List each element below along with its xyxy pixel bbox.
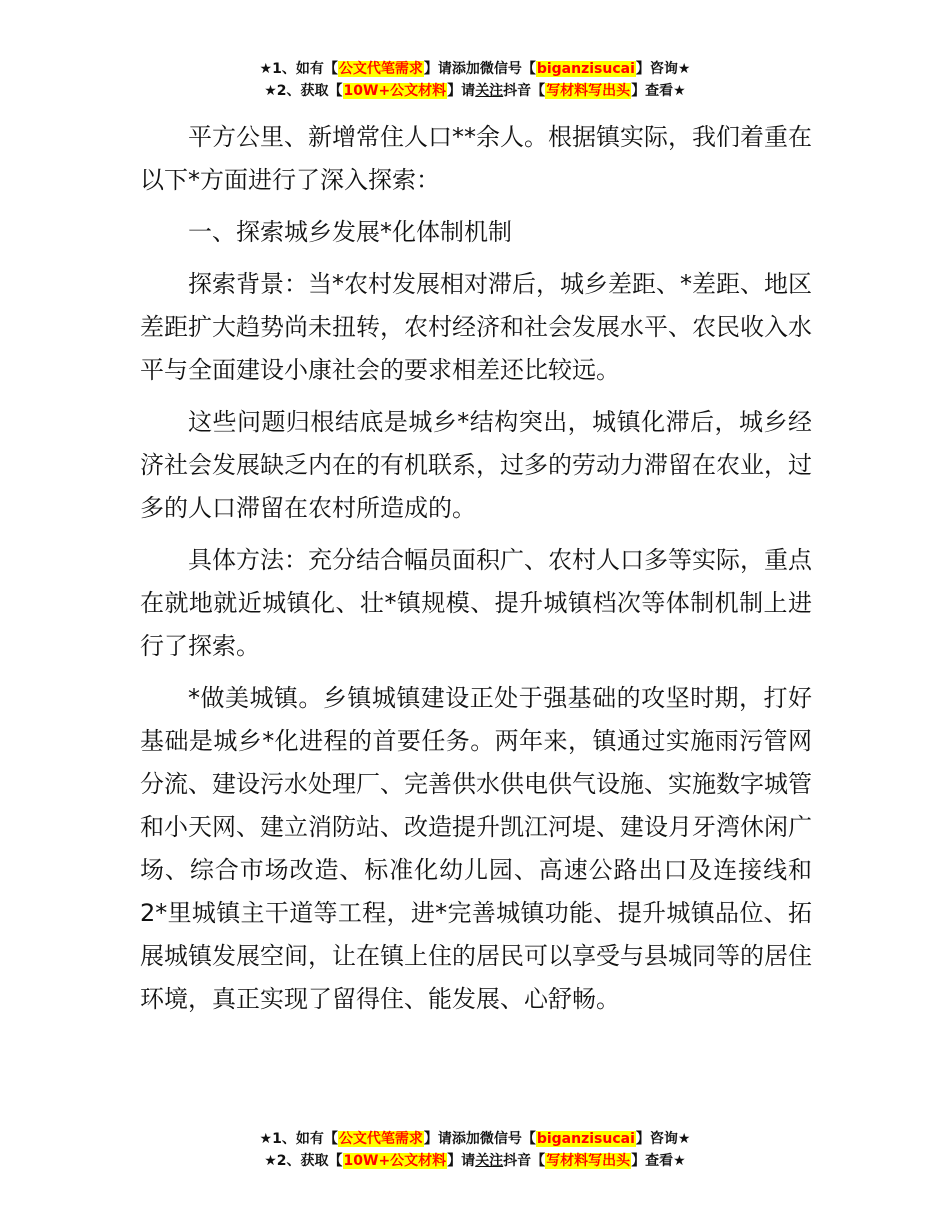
paragraph-method: 具体方法：充分结合幅员面积广、农村人口多等实际，重点在就地就近城镇化、壮*镇规模、提升城镇档次等体制机制上进行了探索。 (140, 546, 812, 660)
paragraph-root-cause: 这些问题归根结底是城乡*结构突出，城镇化滞后，城乡经济社会发展缺乏内在的有机联系，过多的劳动力滞留在农业，过多的人口滞留在农村所造成的。 (140, 408, 812, 522)
banner-text: 】请 (447, 1153, 476, 1169)
footer-line-2 (0, 1150, 950, 1172)
paragraph-beautify-town: *做美城镇。乡镇城镇建设正处于强基础的攻坚时期，打好基础是城乡*化进程的首要任务。两年来，镇通过实施雨污管网分流、建设污水处理厂、完善供水供电供气设施、实施数字城管和小天网、建立消防站、改造提升凯江河堤、建设月牙湾休闲广场、综合市场改造、标准化幼儿园、高速公路出口及连接线和2*里城镇主干道等工程，进*完善城镇功能、提升城镇品位、拓展城镇发展空间，让在镇上住的居民可以享受与县城同等的居住环境，真正实现了留得住、能发展、心舒畅。 (140, 684, 812, 1013)
section-heading: 一、探索城乡发展*化体制机制 (188, 218, 512, 246)
banner-text: ★1、如有【 (259, 61, 338, 77)
highlight-wechat-id: biganzisucai (536, 61, 635, 77)
document-body (140, 116, 812, 1030)
banner-text: 微信号【 (479, 1131, 536, 1147)
banner-emphasis: 添加 (451, 61, 480, 77)
banner-text: 抖音【 (503, 83, 546, 99)
banner-text: 】请 (423, 1131, 452, 1147)
highlight-wechat-id: biganzisucai (536, 1131, 635, 1147)
banner-text: 】查看★ (631, 1153, 686, 1169)
highlight-materials: 10W+公文材料 (343, 83, 447, 99)
footer-line-1 (0, 1128, 950, 1150)
banner-emphasis: 关注 (475, 1153, 504, 1169)
highlight-douyin-account: 写材料写出头 (546, 1153, 631, 1169)
banner-text: 微信号【 (479, 61, 536, 77)
highlight-materials: 10W+公文材料 (343, 1153, 447, 1169)
header-line-1 (0, 58, 950, 80)
paragraph-intro: 平方公里、新增常住人口**余人。根据镇实际，我们着重在以下*方面进行了深入探索： (140, 123, 812, 194)
highlight-douyin-account: 写材料写出头 (546, 83, 631, 99)
banner-text: 】咨询★ (635, 1131, 691, 1147)
header-banner (0, 58, 950, 102)
banner-text: ★2、获取【 (264, 83, 343, 99)
footer-banner (0, 1128, 950, 1172)
highlight-ghostwriting: 公文代笔需求 (338, 61, 423, 77)
banner-emphasis: 添加 (451, 1131, 480, 1147)
banner-text: 】咨询★ (635, 61, 691, 77)
banner-text: ★2、获取【 (264, 1153, 343, 1169)
header-line-2 (0, 80, 950, 102)
banner-text: ★1、如有【 (259, 1131, 338, 1147)
banner-text: 】查看★ (631, 83, 686, 99)
banner-text: 抖音【 (503, 1153, 546, 1169)
banner-emphasis: 关注 (475, 83, 504, 99)
highlight-ghostwriting: 公文代笔需求 (338, 1131, 423, 1147)
banner-text: 】请 (447, 83, 476, 99)
paragraph-background: 探索背景：当*农村发展相对滞后，城乡差距、*差距、地区差距扩大趋势尚未扭转，农村经济和社会发展水平、农民收入水平与全面建设小康社会的要求相差还比较远。 (140, 270, 812, 384)
banner-text: 】请 (423, 61, 452, 77)
